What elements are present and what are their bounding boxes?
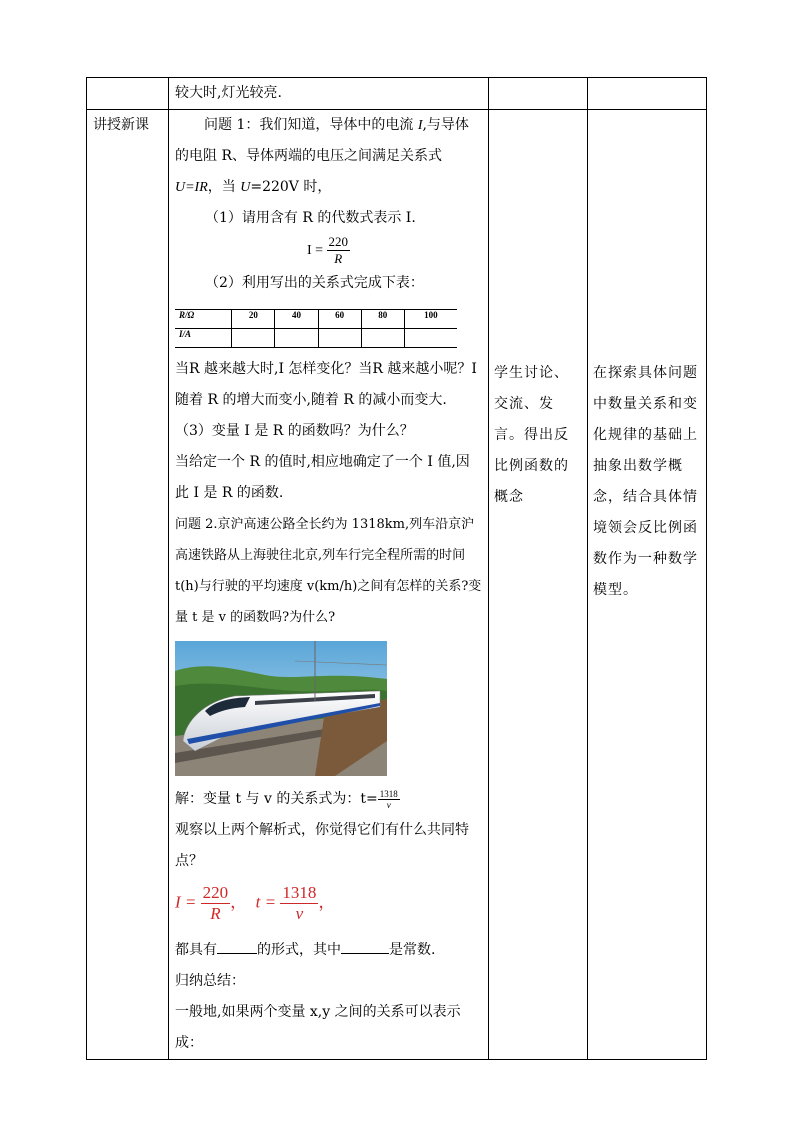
table-header-cell: R/Ω xyxy=(175,310,232,329)
table-cell: 80 xyxy=(361,310,404,329)
top-row-text: 较大时,灯光较亮. xyxy=(175,85,282,101)
high-speed-train-photo xyxy=(175,641,387,776)
formula-i-equals-220-over-r: I = $\frac{220}{R}$ xyxy=(306,234,349,267)
design-intent-text: 在探索具体问题中数量关系和变化规律的基础上抽象出数学概念，结合具体情境领会反比例函数作为一种数学模型。 xyxy=(593,365,698,598)
blank xyxy=(217,953,257,954)
empty-cell xyxy=(489,78,588,110)
table-row xyxy=(87,78,707,110)
problem1-intro: 问题 1：我们知道，导体中的电流 I,与导体的电阻 R、导体两端的电压之间满足关系式 U=IR，当 U=220V 时， xyxy=(175,117,469,195)
student-activity-text: 学生讨论、交流、发言。得出反比例函数的概念 xyxy=(494,365,569,505)
summary-text: 一般地,如果两个变量 x,y 之间的关系可以表示成： xyxy=(175,1004,461,1051)
formula-pair-red: I = $\frac{220}{R}$ ， t = $\frac{1318}{v}$ ， xyxy=(175,883,336,923)
lesson-plan-table xyxy=(86,77,707,1060)
problem2-text: 问题 2.京沪高速公路全长约为 1318km,列车沿京沪高速铁路从上海驶往北京,列车行完全程所需的时间 t(h)与行驶的平均速度 v(km/h)之间有怎样的关系?变量 t 是 v 的函数吗?为什么? xyxy=(175,517,482,625)
table-row xyxy=(87,110,707,1060)
problem1-q2: （2）利用写出的关系式完成下表： xyxy=(205,275,424,291)
table-cell: 100 xyxy=(404,310,457,329)
problem1-answer3: 当给定一个 R 的值时,相应地确定了一个 I 值,因此 I 是 R 的函数. xyxy=(175,454,470,501)
table-row xyxy=(175,310,457,329)
problem1-q1: （1）请用含有 R 的代数式表示 I. xyxy=(205,210,416,226)
student-activity-cell xyxy=(489,110,588,1060)
table-header-cell: I/A xyxy=(175,329,232,348)
observe-question: 观察以上两个解析式，你觉得它们有什么共同特点？ xyxy=(175,822,469,869)
train-illustration xyxy=(175,641,387,776)
blank xyxy=(341,953,389,954)
summary-label: 归纳总结： xyxy=(175,973,245,989)
problem1-q3: （3）变量 I 是 R 的函数吗？为什么？ xyxy=(175,423,414,439)
table-cell xyxy=(404,329,457,348)
fill-in-blank-sentence: 都具有 的形式，其中 是常数. xyxy=(175,942,436,958)
empty-cell xyxy=(588,78,707,110)
section-label-cell xyxy=(87,110,169,1060)
table-cell xyxy=(232,329,275,348)
problem2-solution: 解：变量 t 与 v 的关系式为：t= $\frac{1318}{v}$ xyxy=(175,788,398,810)
problem1-observation: 当R 越来越大时,I 怎样变化？当R 越来越小呢？I 随着 R 的增大而变小,随着 R 的减小而变大. xyxy=(175,361,477,408)
table-row xyxy=(175,329,457,348)
content-cell xyxy=(169,78,489,110)
table-cell xyxy=(318,329,361,348)
design-intent-cell xyxy=(588,110,707,1060)
table-cell: 60 xyxy=(318,310,361,329)
content-cell xyxy=(169,110,489,1060)
empty-cell xyxy=(87,78,169,110)
table-cell xyxy=(361,329,404,348)
section-label: 讲授新课 xyxy=(93,117,149,133)
table-cell: 20 xyxy=(232,310,275,329)
table-cell: 40 xyxy=(275,310,318,329)
table-cell xyxy=(275,329,318,348)
value-table xyxy=(175,309,457,348)
